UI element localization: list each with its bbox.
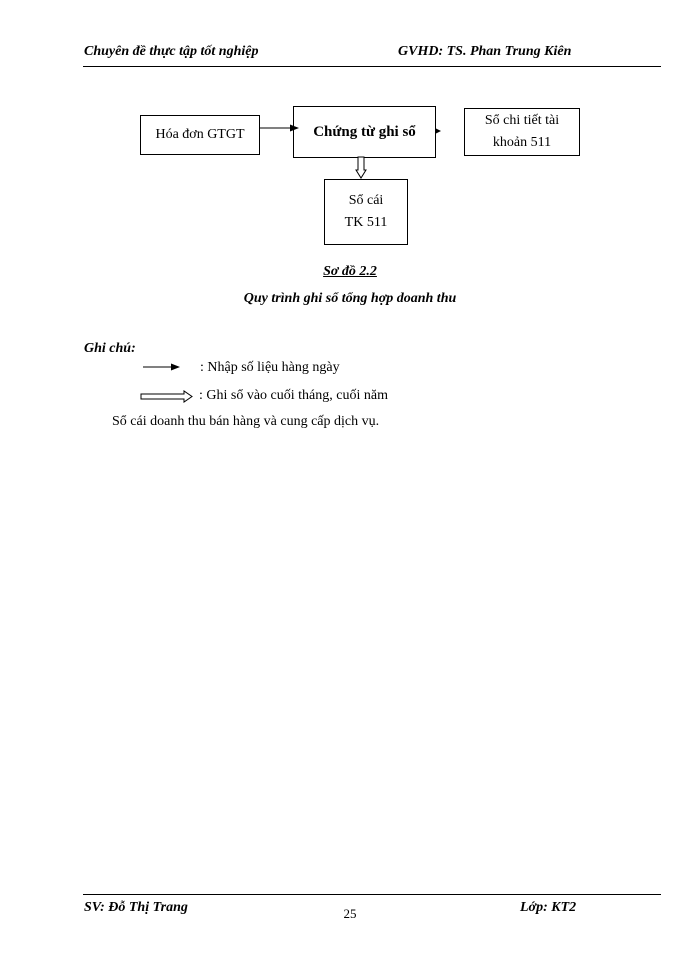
header-supervisor: GVHD: TS. Phan Trung Kiên bbox=[398, 44, 572, 59]
diagram-title: Quy trình ghi sổ tổng hợp doanh thu bbox=[243, 291, 457, 306]
box-ledger-line1: Sổ cái bbox=[348, 193, 384, 208]
hollow-arrow-voucher-to-ledger bbox=[356, 157, 366, 178]
box-voucher-label: Chứng từ ghi sổ bbox=[313, 124, 416, 140]
footer-rule bbox=[83, 894, 661, 895]
header-thesis-title: Chuyên đề thực tập tốt nghiệp bbox=[84, 44, 259, 59]
arrow-voucher-to-detail bbox=[435, 129, 441, 134]
diagram-number bbox=[0, 264, 700, 280]
legend-period-entry: : Ghi sổ vào cuối tháng, cuối năm bbox=[199, 388, 388, 403]
box-detail-line1: Sổ chi tiết tài bbox=[484, 113, 560, 128]
box-ledger-line2: TK 511 bbox=[344, 215, 388, 230]
notes-title: Ghi chú: bbox=[84, 341, 136, 356]
box-invoice-label: Hóa đơn GTGT bbox=[155, 127, 245, 142]
legend-hollow-arrow bbox=[141, 391, 192, 402]
diagram-number-text: Sơ đồ 2.2 bbox=[323, 264, 377, 279]
footer-class: Lớp: KT2 bbox=[520, 900, 577, 915]
legend-single-arrow bbox=[143, 364, 180, 371]
legend-daily-entry: : Nhập số liệu hàng ngày bbox=[200, 360, 340, 375]
notes-description: Sổ cái doanh thu bán hàng và cung cấp dịch vụ. bbox=[112, 414, 380, 429]
box-detail-line2: khoản 511 bbox=[492, 135, 552, 150]
arrow-invoice-to-voucher bbox=[259, 125, 299, 132]
page-number: 25 bbox=[343, 906, 357, 921]
footer-student: SV: Đỗ Thị Trang bbox=[84, 900, 188, 915]
